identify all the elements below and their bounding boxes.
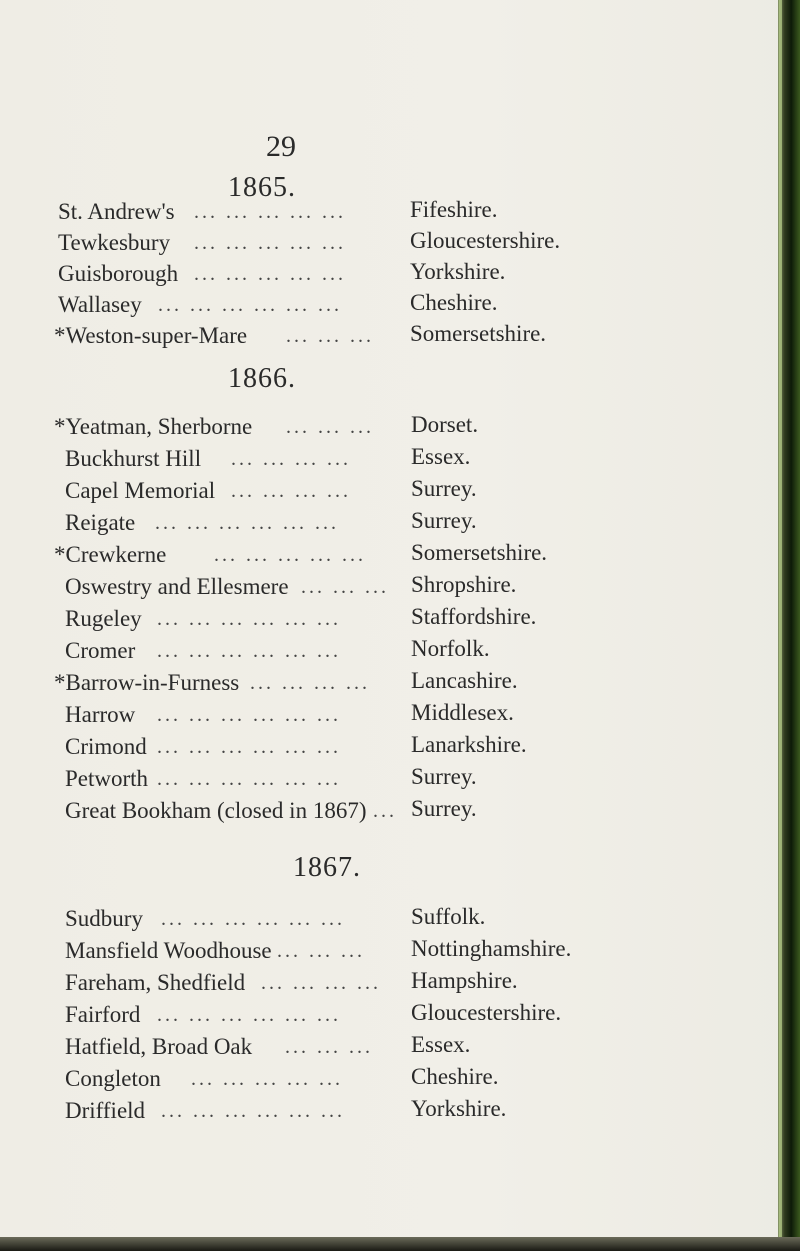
entry-leader-dots: ... ... ... ... ... [194,201,346,223]
entry-county: Surrey. [411,476,477,501]
entry-name: Hatfield, Broad Oak [65,1034,253,1059]
entry-name: *Yeatman, Sherborne [54,414,253,439]
entry-leader-dots: ... ... ... ... ... [194,232,346,254]
entry-county: Surrey. [411,764,477,789]
entry-name: Mansfield Woodhouse [65,938,272,963]
entry-county: Yorkshire. [411,1096,507,1121]
entry-name: Buckhurst Hill [65,446,202,471]
entry-leader-dots: ... ... ... ... ... ... [157,736,341,758]
entry-name: *Crewkerne [54,542,167,567]
entry-name: Oswestry and Ellesmere [65,574,289,599]
entry-name: Rugeley [65,606,142,631]
entry-county: Gloucestershire. [410,228,561,253]
entry-county: Cheshire. [410,290,498,315]
entry-county: Yorkshire. [410,259,506,284]
entry-county: Essex. [411,1032,471,1057]
entry-county: Shropshire. [411,572,517,597]
entry-name: Congleton [65,1066,161,1091]
entry-name: *Weston-super-Mare [54,323,248,348]
entry-name: Great Bookham (closed in 1867) [65,798,367,823]
entry-leader-dots: ... ... ... [301,576,389,598]
entry-county: Staffordshire. [411,604,537,629]
entry-leader-dots: ... ... ... ... [261,972,381,994]
entry-county: Surrey. [411,796,477,821]
entry-county: Essex. [411,444,471,469]
entry-leader-dots: ... ... ... ... ... ... [158,294,342,316]
entry-leader-dots: ... ... ... ... ... [191,1068,343,1090]
entry-county: Somersetshire. [411,540,548,565]
entry-leader-dots: ... ... ... ... ... ... [157,704,341,726]
entry-name: *Barrow-in-Furness [54,670,240,695]
entry-name: Sudbury [65,906,143,931]
entry-leader-dots: ... ... ... ... ... ... [157,768,341,790]
page-bottom-shadow [0,1237,800,1251]
entry-leader-dots: ... ... ... ... ... ... [155,512,339,534]
entry-county: Cheshire. [411,1064,499,1089]
entry-name: Harrow [65,702,136,727]
entry-county: Hampshire. [411,968,518,993]
entry-name: Cromer [65,638,136,663]
entry-county: Somersetshire. [410,321,547,346]
entry-county: Nottinghamshire. [411,936,572,961]
entry-county: Surrey. [411,508,477,533]
entry-name: Guisborough [58,261,179,286]
entry-name: Fairford [65,1002,141,1027]
entry-leader-dots: ... ... ... ... [231,480,351,502]
entry-name: Crimond [65,734,147,759]
entry-leader-dots: ... ... ... [277,940,365,962]
entry-county: Middlesex. [411,700,514,725]
entry-leader-dots: ... ... ... [286,416,374,438]
entry-leader-dots: ... ... ... [286,325,374,347]
entry-leader-dots: ... ... ... ... ... ... [161,908,345,930]
entry-leader-dots: ... ... ... ... ... [214,544,366,566]
entry-county: Norfolk. [411,636,490,661]
entry-name: Reigate [65,510,136,535]
entry-leader-dots: ... ... ... ... [231,448,351,470]
entry-leader-dots: ... ... ... [285,1036,373,1058]
entry-name: Fareham, Shedfield [65,970,246,995]
entry-leader-dots: ... ... ... ... [250,672,370,694]
entry-leader-dots: ... ... ... ... ... ... [157,608,341,630]
entry-leader-dots: ... ... ... ... ... ... [161,1100,345,1122]
entry-leader-dots: ... ... ... ... ... [194,263,346,285]
entry-county: Dorset. [411,412,479,437]
entry-leader-dots: ... ... ... ... ... ... [157,640,341,662]
entry-name: St. Andrew's [58,199,175,224]
entry-leader-dots: ... [373,800,397,822]
section-year-1865: 1865. [228,172,296,203]
entry-county: Lanarkshire. [411,732,527,757]
entry-county: Suffolk. [411,904,486,929]
entry-leader-dots: ... ... ... ... ... ... [157,1004,341,1026]
entry-county: Gloucestershire. [411,1000,562,1025]
entry-county: Fifeshire. [410,197,498,222]
entry-name: Tewkesbury [58,230,171,255]
entry-county: Lancashire. [411,668,518,693]
section-year-1866: 1866. [228,363,296,394]
page-number: 29 [266,130,296,163]
entry-name: Driffield [65,1098,146,1123]
entry-name: Petworth [65,766,149,791]
section-year-1867: 1867. [293,852,361,883]
entry-name: Wallasey [58,292,142,317]
book-edge-highlight [779,0,782,1251]
entry-name: Capel Memorial [65,478,216,503]
